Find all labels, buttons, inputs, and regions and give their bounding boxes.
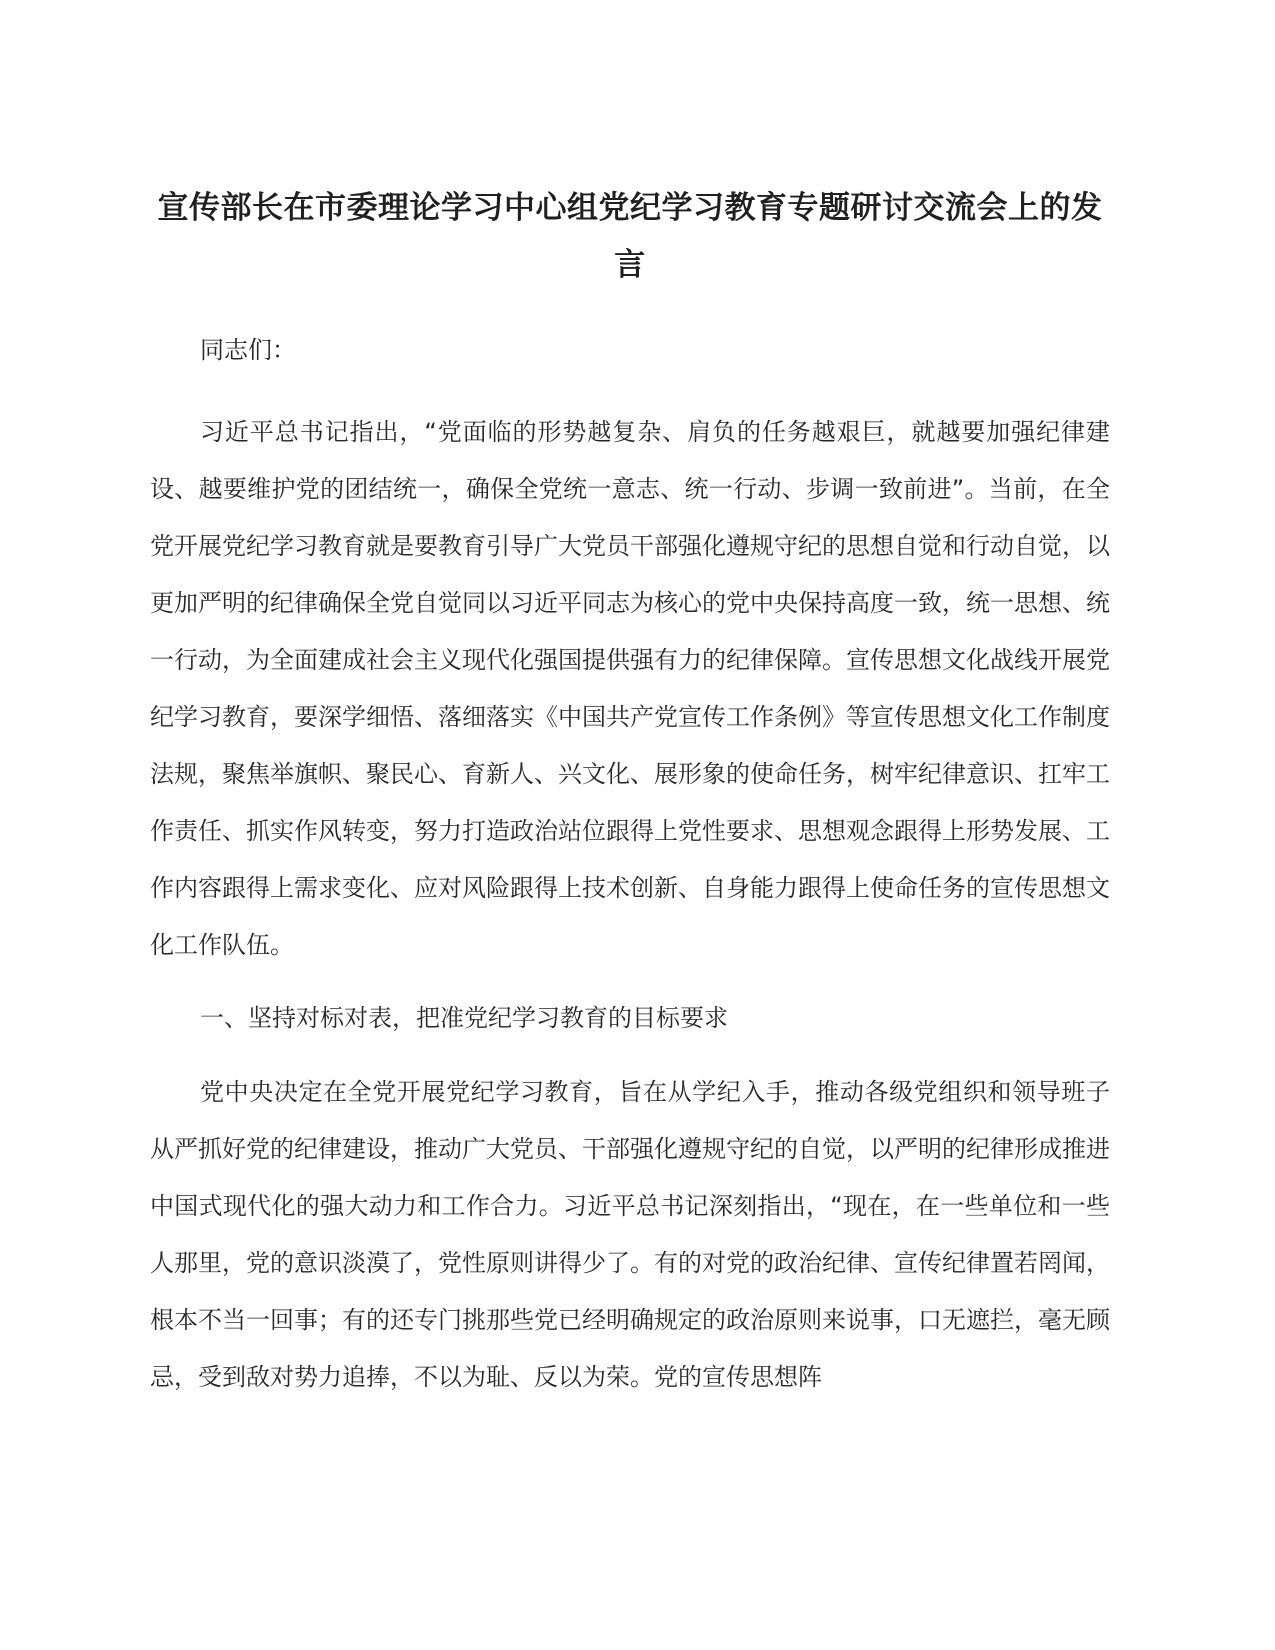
paragraph-1: 习近平总书记指出，“党面临的形势越复杂、肩负的任务越艰巨，就越要加强纪律建设、越要维护党的团结统一，确保全党统一意志、统一行动、步调一致前进”。当前，在全党开展党纪学习教育就是要教育引导广大党员干部强化遵规守纪的思想自觉和行动自觉，以更加严明的纪律确保全党自觉同以习近平同志为核心的党中央保持高度一致，统一思想、统一行动，为全面建成社会主义现代化强国提供强有力的纪律保障。宣传思想文化战线开展党纪学习教育，要深学细悟、落细落实《中国共产党宣传工作条例》等宣传思想文化工作制度法规，聚焦举旗帜、聚民心、育新人、兴文化、展形象的使命任务，树牢纪律意识、扛牢工作责任、抓实作风转变，努力打造政治站位跟得上党性要求、思想观念跟得上形势发展、工作内容跟得上需求变化、应对风险跟得上技术创新、自身能力跟得上使命任务的宣传思想文化工作队伍。 xyxy=(150,418,1110,959)
paragraph-2: 党中央决定在全党开展党纪学习教育，旨在从学纪入手，推动各级党组织和领导班子从严抓好党的纪律建设，推动广大党员、干部强化遵规守纪的自觉，以严明的纪律形成推进中国式现代化的强大动力和工作合力。习近平总书记深刻指出，“现在，在一些单位和一些人那里，党的意识淡漠了，党性原则讲得少了。有的对党的政治纪律、宣传纪律置若罔闻，根本不当一回事；有的还专门挑那些党已经明确规定的政治原则来说事，口无遮拦，毫无顾忌，受到敌对势力追捧，不以为耻、反以为荣。党的宣传思想阵 xyxy=(150,1078,1110,1391)
document-title: 宣传部长在市委理论学习中心组党纪学习教育专题研讨交流会上的发言 xyxy=(157,190,1103,283)
salutation: 同志们： xyxy=(200,336,296,364)
section-heading-1: 一、坚持对标对表，把准党纪学习教育的目标要求 xyxy=(200,1004,728,1032)
